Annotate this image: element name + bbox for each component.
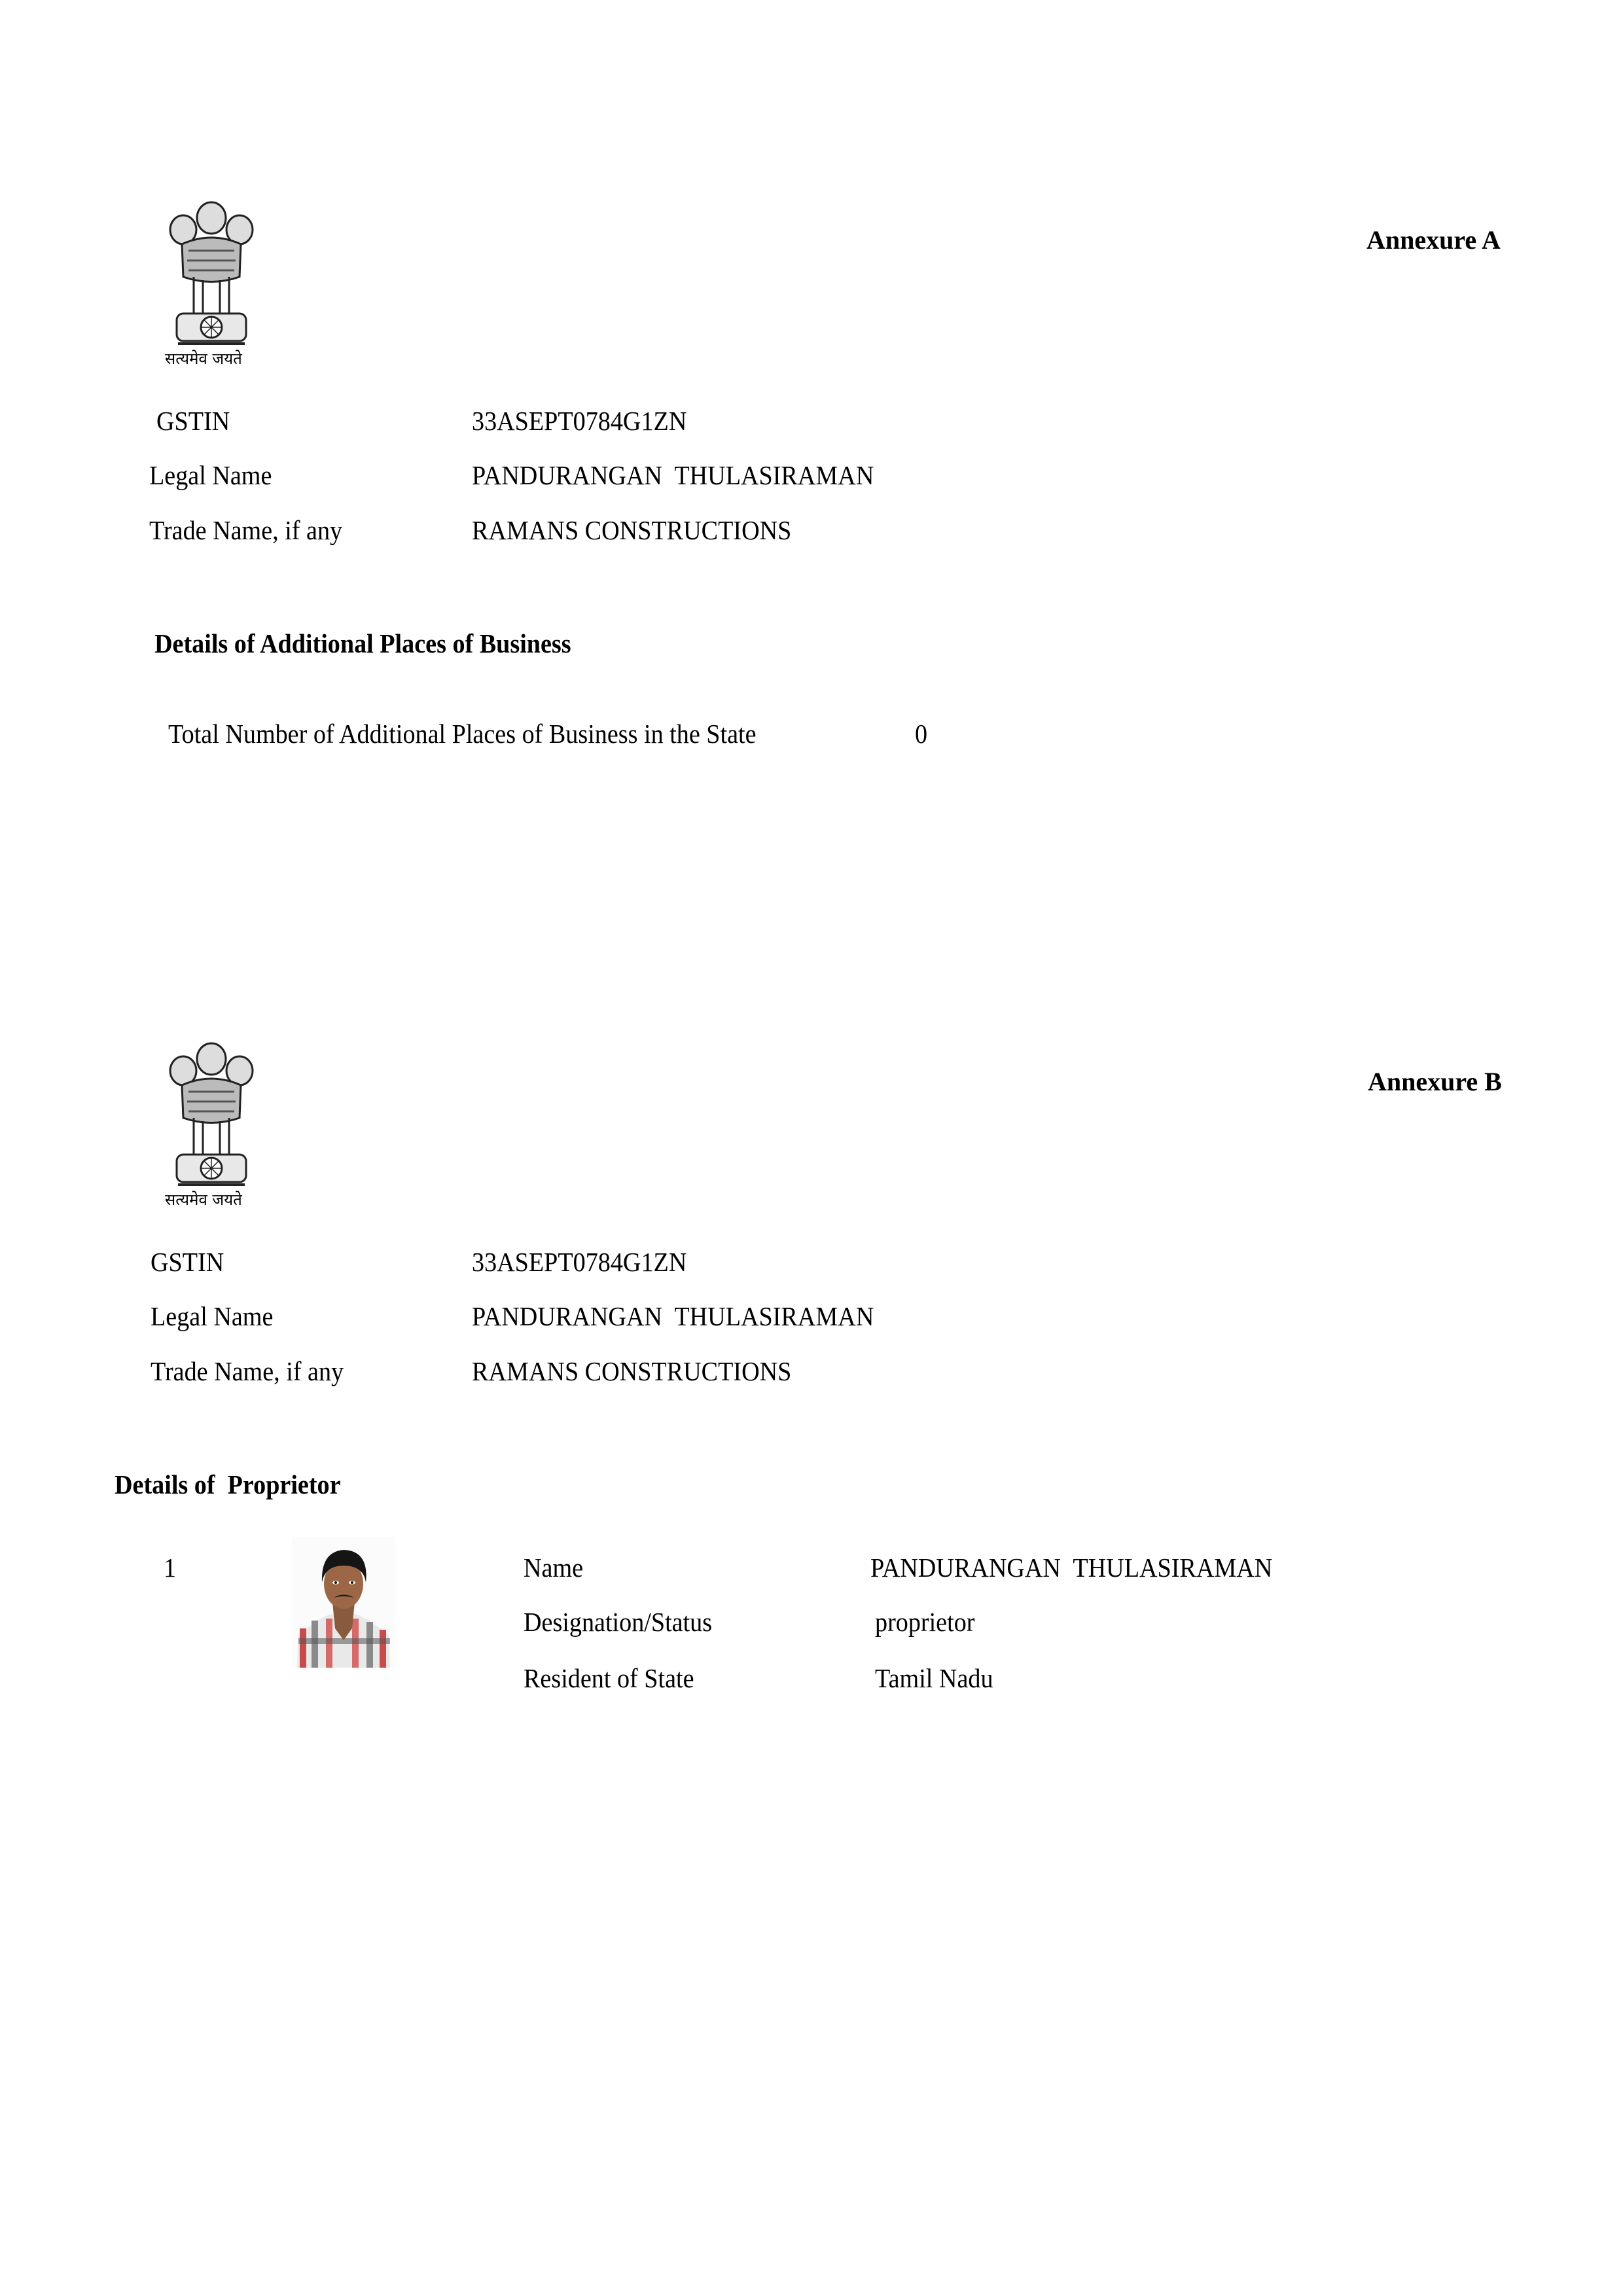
trade-name-value: RAMANS CONSTRUCTIONS [472,1356,792,1386]
national-emblem-icon [162,198,260,368]
emblem-motto: सत्यमेव जयते [165,350,242,368]
national-emblem-icon [162,1039,260,1210]
emblem-graphic [162,1039,260,1210]
total-places-label: Total Number of Additional Places of Business in the State [168,719,757,749]
gstin-label: GSTIN [151,1247,224,1277]
proprietor-name-label: Name [524,1552,584,1583]
emblem-graphic [162,198,260,368]
gstin-value: 33ASEPT0784G1ZN [472,1247,687,1277]
trade-name-label: Trade Name, if any [151,1356,344,1386]
legal-name-label: Legal Name [149,460,272,490]
legal-name-value: PANDURANGAN THULASIRAMAN [472,1301,874,1331]
legal-name-value: PANDURANGAN THULASIRAMAN [472,460,874,490]
designation-label: Designation/Status [524,1607,713,1637]
resident-state-label: Resident of State [524,1663,694,1693]
trade-name-value: RAMANS CONSTRUCTIONS [472,515,792,545]
emblem-motto: सत्यमेव जयते [165,1191,242,1209]
legal-name-label: Legal Name [151,1301,274,1331]
additional-places-heading: Details of Additional Places of Business [154,628,571,658]
annexure-b-title: Annexure B [1368,1067,1502,1096]
annexure-a-title: Annexure A [1366,225,1501,255]
designation-value: proprietor [875,1607,975,1637]
resident-state-value: Tamil Nadu [875,1663,993,1693]
proprietor-photo [292,1537,395,1668]
proprietor-name-value: PANDURANGAN THULASIRAMAN [870,1552,1273,1583]
person-photo-icon [292,1537,395,1668]
total-places-value: 0 [915,719,928,749]
proprietor-heading: Details of Proprietor [115,1469,341,1499]
gstin-value: 33ASEPT0784G1ZN [472,406,687,436]
proprietor-index: 1 [164,1552,177,1583]
trade-name-label: Trade Name, if any [149,515,343,545]
gstin-label: GSTIN [156,406,230,436]
